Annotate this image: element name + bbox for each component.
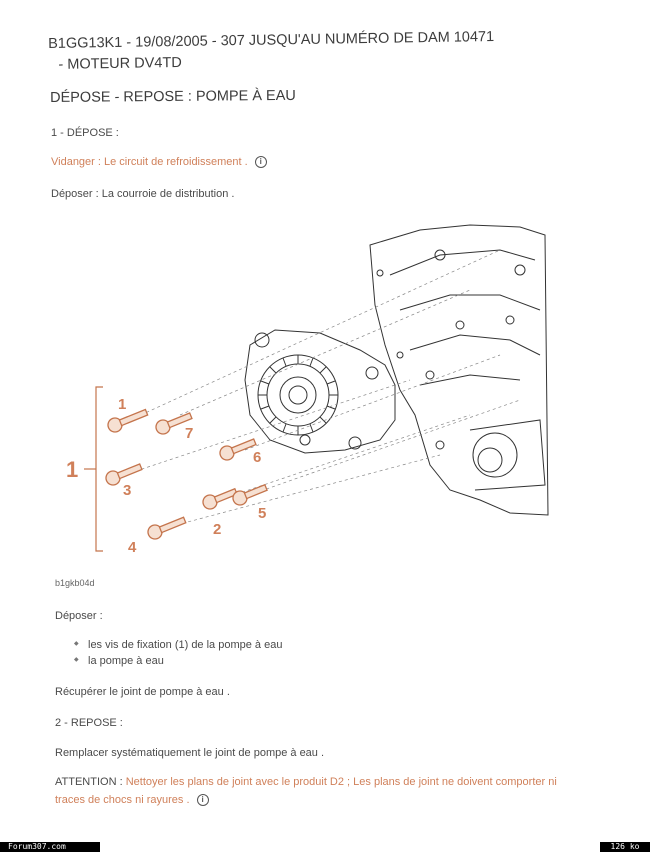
part-label-2: 2 [213, 521, 222, 538]
deposer-label: Déposer : [51, 188, 99, 200]
vidanger-line [51, 156, 267, 168]
figure-caption: b1gkb04d [55, 578, 95, 588]
group-label: 1 [66, 457, 79, 482]
bolt-6 [218, 435, 258, 462]
part-label-4: 4 [128, 539, 137, 556]
depose-heading: 1 - DÉPOSE : [51, 127, 119, 139]
attention-text-2: traces de chocs ni rayures . [55, 794, 190, 806]
info-icon[interactable]: i [197, 794, 209, 806]
part-label-7: 7 [185, 425, 194, 442]
recuperer-line: Récupérer le joint de pompe à eau . [55, 686, 230, 698]
deposer-heading-2: Déposer : [55, 610, 103, 622]
attention-line-2 [55, 794, 209, 806]
repose-heading: 2 - REPOSE : [55, 717, 123, 729]
bolt-4 [146, 514, 187, 542]
document-header [48, 27, 495, 76]
water-pump-diagram [0, 215, 650, 560]
bolt-1 [106, 406, 149, 434]
footer-file-size: 126 ko [600, 842, 650, 852]
attention-line-1 [55, 776, 557, 788]
header-line-1: B1GG13K1 - 19/08/2005 - 307 JUSQU'AU NUMÉRO DE DAM 10471 [48, 28, 495, 52]
removal-list [74, 639, 282, 671]
part-label-6: 6 [253, 449, 262, 466]
attention-label: ATTENTION : [55, 776, 123, 788]
bolt-5 [231, 481, 269, 507]
page-title: DÉPOSE - REPOSE : POMPE À EAU [50, 87, 296, 106]
attention-text: Nettoyer les plans de joint avec le produit D2 ; Les plans de joint ne doivent comporter ni [125, 776, 557, 788]
header-line-2: - MOTEUR DV4TD [58, 54, 182, 73]
deposer-text: La courroie de distribution . [101, 188, 235, 200]
list-item: ◆ la pompe à eau [74, 655, 282, 667]
part-label-1: 1 [118, 396, 127, 413]
footer-site-badge: Forum307.com [0, 842, 100, 852]
part-label-3: 3 [123, 482, 132, 499]
deposer-courroie-line [51, 188, 234, 200]
vidanger-text: Le circuit de refroidissement . [104, 156, 248, 168]
remplacer-line: Remplacer systématiquement le joint de pompe à eau . [55, 747, 325, 759]
vidanger-label: Vidanger : [51, 156, 101, 168]
info-icon[interactable]: i [255, 156, 267, 168]
part-label-5: 5 [258, 505, 267, 522]
group-bracket [84, 387, 103, 551]
list-item: ◆ les vis de fixation (1) de la pompe à eau [74, 639, 282, 651]
